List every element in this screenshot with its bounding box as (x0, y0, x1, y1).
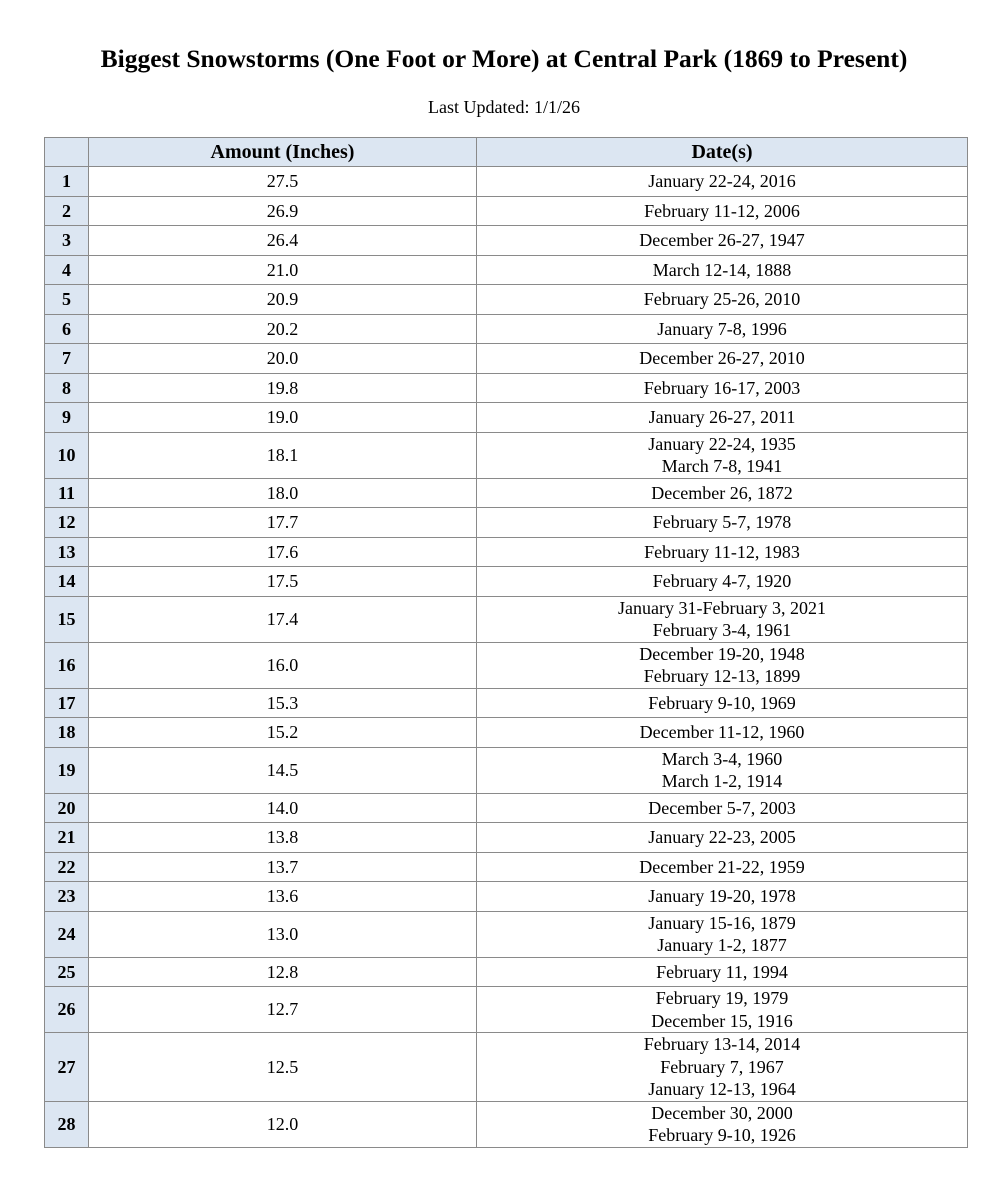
rank-cell: 16 (45, 642, 89, 688)
date-line: January 7-8, 1996 (657, 318, 787, 339)
date-line: February 11-12, 2006 (644, 200, 800, 221)
amount-cell: 26.9 (89, 196, 477, 226)
rank-cell: 12 (45, 508, 89, 538)
amount-cell: 18.1 (89, 432, 477, 478)
amount-cell: 17.4 (89, 596, 477, 642)
date-line: February 7, 1967 (660, 1056, 784, 1077)
amount-cell: 12.7 (89, 987, 477, 1033)
date-line: January 15-16, 1879 (648, 912, 796, 933)
table-row (45, 911, 968, 957)
amount-column-header: Amount (Inches) (89, 138, 477, 167)
amount-cell: 13.6 (89, 882, 477, 912)
last-updated-text: Last Updated: 1/1/26 (428, 97, 580, 117)
rank-cell: 11 (45, 478, 89, 508)
amount-cell: 17.5 (89, 567, 477, 597)
date-line: February 9-10, 1969 (648, 692, 796, 713)
dates-cell (477, 957, 968, 987)
rank-cell: 8 (45, 373, 89, 403)
table-row (45, 403, 968, 433)
date-line: January 19-20, 1978 (648, 886, 796, 906)
amount-cell: 20.2 (89, 314, 477, 344)
date-line: February 19, 1979 (655, 988, 789, 1008)
rank-cell: 5 (45, 285, 89, 315)
table-row (45, 1033, 968, 1102)
table-row (45, 747, 968, 793)
table-row (45, 718, 968, 748)
table-row (45, 823, 968, 853)
dates-cell (477, 196, 968, 226)
dates-cell (477, 478, 968, 508)
rank-cell: 14 (45, 567, 89, 597)
date-line: December 26-27, 2010 (639, 348, 805, 368)
date-line: February 9-10, 1926 (648, 1125, 796, 1145)
amount-cell: 14.0 (89, 793, 477, 823)
dates-cell (477, 852, 968, 882)
dates-cell (477, 718, 968, 748)
date-line: February 16-17, 2003 (643, 377, 801, 398)
amount-cell: 19.8 (89, 373, 477, 403)
dates-cell (477, 793, 968, 823)
dates-cell (477, 567, 968, 597)
dates-cell (477, 911, 968, 957)
table-row (45, 373, 968, 403)
table-row (45, 432, 968, 478)
date-line: January 12-13, 1964 (648, 1079, 796, 1099)
dates-cell (477, 226, 968, 256)
table-row (45, 285, 968, 315)
amount-cell: 20.0 (89, 344, 477, 374)
amount-cell: 21.0 (89, 255, 477, 285)
dates-cell (477, 882, 968, 912)
date-line: March 3-4, 1960 (661, 748, 783, 769)
table-body (45, 167, 968, 1148)
rank-cell: 21 (45, 823, 89, 853)
dates-cell (477, 285, 968, 315)
date-line: December 26-27, 1947 (639, 230, 805, 250)
amount-cell: 13.0 (89, 911, 477, 957)
rank-cell: 9 (45, 403, 89, 433)
snowstorm-table (44, 137, 968, 1148)
rank-cell: 23 (45, 882, 89, 912)
amount-cell: 19.0 (89, 403, 477, 433)
dates-cell (477, 314, 968, 344)
table-row (45, 167, 968, 197)
rank-cell: 10 (45, 432, 89, 478)
dates-cell (477, 642, 968, 688)
dates-cell (477, 1101, 968, 1147)
table-row (45, 642, 968, 688)
date-line: December 26, 1872 (651, 482, 793, 503)
amount-cell: 16.0 (89, 642, 477, 688)
date-line: January 22-24, 1935 (648, 433, 796, 454)
rank-cell: 4 (45, 255, 89, 285)
table-row (45, 344, 968, 374)
amount-cell: 17.7 (89, 508, 477, 538)
table-row (45, 793, 968, 823)
amount-cell: 18.0 (89, 478, 477, 508)
date-line: January 22-24, 2016 (648, 171, 796, 191)
dates-cell (477, 344, 968, 374)
table-header-row (45, 138, 968, 167)
date-line: December 5-7, 2003 (648, 797, 796, 818)
table-row (45, 957, 968, 987)
date-line: December 19-20, 1948 (639, 643, 805, 664)
dates-cell (477, 167, 968, 197)
dates-cell (477, 596, 968, 642)
rank-cell: 19 (45, 747, 89, 793)
dates-cell (477, 432, 968, 478)
table-row (45, 596, 968, 642)
amount-cell: 20.9 (89, 285, 477, 315)
date-line: March 7-8, 1941 (661, 456, 783, 476)
rank-cell: 26 (45, 987, 89, 1033)
table-row (45, 1101, 968, 1147)
amount-cell: 15.2 (89, 718, 477, 748)
table-row (45, 478, 968, 508)
date-line: February 13-14, 2014 (643, 1034, 801, 1054)
date-line: February 12-13, 1899 (643, 666, 801, 686)
dates-cell (477, 373, 968, 403)
date-line: December 15, 1916 (651, 1010, 793, 1031)
date-line: January 26-27, 2011 (648, 407, 796, 427)
rank-cell: 15 (45, 596, 89, 642)
amount-cell: 14.5 (89, 747, 477, 793)
dates-cell (477, 255, 968, 285)
table-row (45, 987, 968, 1033)
dates-cell (477, 823, 968, 853)
dates-cell (477, 537, 968, 567)
date-line: January 1-2, 1877 (657, 935, 787, 955)
amount-cell: 12.8 (89, 957, 477, 987)
date-line: December 11-12, 1960 (639, 722, 805, 742)
table-row (45, 314, 968, 344)
date-line: March 1-2, 1914 (661, 771, 783, 791)
table-row (45, 688, 968, 718)
rank-cell: 24 (45, 911, 89, 957)
date-line: February 3-4, 1961 (652, 620, 792, 640)
table-row (45, 196, 968, 226)
amount-cell: 13.7 (89, 852, 477, 882)
rank-cell: 20 (45, 793, 89, 823)
table-row (45, 537, 968, 567)
amount-cell: 15.3 (89, 688, 477, 718)
date-line: January 22-23, 2005 (648, 827, 796, 847)
table-row (45, 255, 968, 285)
rank-cell: 3 (45, 226, 89, 256)
rank-cell: 17 (45, 688, 89, 718)
amount-cell: 17.6 (89, 537, 477, 567)
dates-cell (477, 1033, 968, 1102)
rank-cell: 6 (45, 314, 89, 344)
rank-cell: 22 (45, 852, 89, 882)
rank-cell: 2 (45, 196, 89, 226)
rank-cell: 1 (45, 167, 89, 197)
date-line: March 12-14, 1888 (652, 259, 792, 280)
dates-cell (477, 987, 968, 1033)
rank-cell: 28 (45, 1101, 89, 1147)
date-line: February 11, 1994 (656, 961, 788, 982)
amount-cell: 12.5 (89, 1033, 477, 1102)
amount-cell: 26.4 (89, 226, 477, 256)
table-row (45, 226, 968, 256)
dates-column-header: Date(s) (477, 138, 968, 167)
page-title: Biggest Snowstorms (One Foot or More) at Central Park (1869 to Present) (100, 44, 908, 73)
dates-cell (477, 688, 968, 718)
dates-cell (477, 508, 968, 538)
amount-cell: 12.0 (89, 1101, 477, 1147)
date-line: January 31-February 3, 2021 (618, 597, 826, 618)
date-line: December 30, 2000 (651, 1102, 793, 1123)
table-row (45, 852, 968, 882)
date-line: December 21-22, 1959 (639, 856, 805, 877)
date-line: February 4-7, 1920 (652, 571, 792, 591)
rank-column-header (45, 138, 89, 167)
date-line: February 25-26, 2010 (643, 289, 801, 309)
table-row (45, 508, 968, 538)
amount-cell: 13.8 (89, 823, 477, 853)
date-line: February 11-12, 1983 (644, 541, 800, 562)
amount-cell: 27.5 (89, 167, 477, 197)
dates-cell (477, 403, 968, 433)
dates-cell (477, 747, 968, 793)
table-row (45, 567, 968, 597)
rank-cell: 13 (45, 537, 89, 567)
rank-cell: 27 (45, 1033, 89, 1102)
rank-cell: 7 (45, 344, 89, 374)
rank-cell: 18 (45, 718, 89, 748)
table-row (45, 882, 968, 912)
rank-cell: 25 (45, 957, 89, 987)
date-line: February 5-7, 1978 (652, 512, 792, 532)
